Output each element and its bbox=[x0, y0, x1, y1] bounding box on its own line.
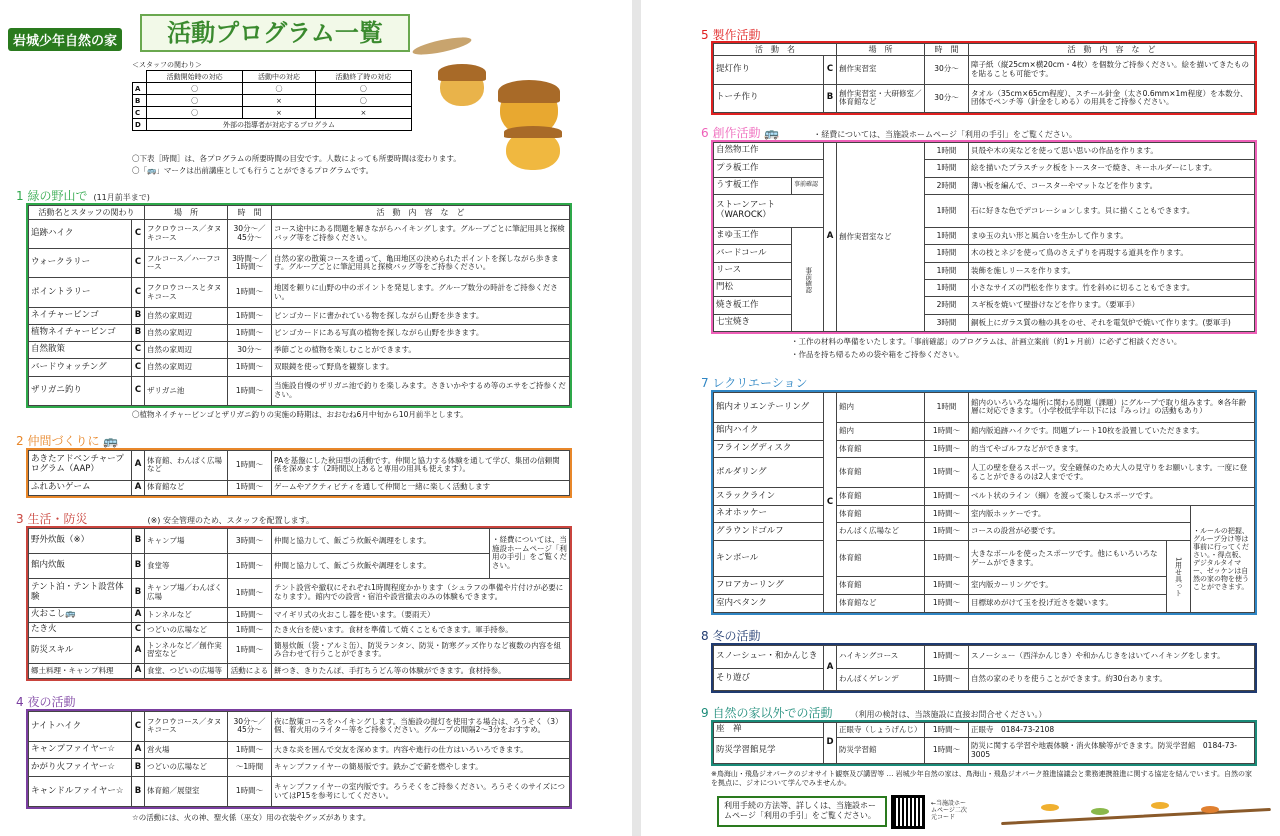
leaf-icon bbox=[1091, 808, 1109, 815]
footer-box: 利用手続の方法等、詳しくは、当施設ホームページ「利用の手引」をご覧ください。 bbox=[717, 796, 887, 827]
table-row: 座 禅 D 正眼寺（しょうげんじ） 1時間～ 正眼寺 0184-73-2108 bbox=[714, 723, 1255, 738]
leaf-decoration bbox=[411, 34, 472, 58]
table-row: スラックライン 体育館 1時間～ ベルト状のライン（綱）を渡って楽しむスポーツです。 bbox=[714, 488, 1255, 506]
note: ・作品を持ち帰るための袋や箱をご持参ください。 bbox=[791, 350, 964, 359]
leaf-icon bbox=[1041, 804, 1059, 811]
table-row: リース 1時間 装飾を施しリースを作ります。 bbox=[714, 262, 1255, 279]
table-row: 焼き板工作 2時間 スギ板を焼いて壁掛けなどを作ります。（要軍手） bbox=[714, 297, 1255, 314]
table-row: ナイトハイク C フクロウコース／タヌキコース 30分～／45分～ 夜に散策コースをハイキングします。当施設の提灯を使用する場合は、ろうそく（3）個、着火用のライター等をご持参ください。グループの間隔2～3分をおすすめ。 bbox=[29, 712, 570, 742]
table-row: 防災スキル A トンネルなど／創作実習室など 1時間～ 簡易炊飯（袋・アルミ缶）、防災ランタン、防災・防寒グッズ作りなど複数の内容を組み合わせて行うことができます。 bbox=[29, 638, 570, 664]
page-right bbox=[641, 0, 1280, 836]
table-row: そり遊び わんぱくゲレンデ 1時間～ 自然の家のそりを使うことができます。約30台あります。 bbox=[714, 668, 1255, 691]
section-title: 2 仲間づくりに 🚌 bbox=[16, 434, 119, 448]
roles-table: 活動開始時の対応 活動中の対応 活動終了時の対応 A 〇 〇 〇 B 〇 × 〇 C 〇 × × D 外部の指導者が対応するプログラム bbox=[132, 70, 412, 131]
table-row: 七宝焼き 3時間 銅板上にガラス質の釉の具をのせ、それを電気炉で焼いて作ります。(要軍手) bbox=[714, 314, 1255, 331]
table-row: ストーンアート（WAROCK） 1時間 石に好きな色でデコレーションします。貝に描くこともできます。 bbox=[714, 194, 1255, 227]
table-row: ネオホッケー 体育館 1時間～ 室内版ホッケーです。 ・ルールの把握、グループ分け等は事前に行ってください。・得点板、デジタルタイマー、ゼッケンは自然の家の物を使うことができます。 bbox=[714, 505, 1255, 523]
table-row: ふれあいゲーム A 体育館など 1時間～ ゲームやアクティビティを通して仲間と一緒に楽しく活動します bbox=[29, 480, 570, 495]
table-row: 防災学習館見学 防災学習館 1時間～ 防災に関する学習や地震体験・消火体験等ができます。防災学習館 0184-73-3005 bbox=[714, 738, 1255, 764]
leaf-icon bbox=[1201, 806, 1219, 813]
table-row: 提灯作り C 創作実習室 30分～ 障子紙（縦25cm×横20cm・4枚）を個数分ご持参ください。絵を描いてきたものを貼ることも可能です。 bbox=[714, 56, 1255, 85]
qr-label: ←当施設ホームページ二次元コード bbox=[931, 800, 967, 822]
table-row: ネイチャービンゴ B 自然の家周辺 1時間～ ビンゴカードに書かれている物を探しながら山野を歩きます。 bbox=[29, 307, 570, 324]
table-row: キャンドルファイヤー☆ B 体育館／展望室 1時間～ キャンプファイヤーの室内版です。ろうそくをご持参ください。ろうそくのサイズについてはP15を参考にしてください。 bbox=[29, 777, 570, 807]
header bbox=[0, 0, 632, 62]
table-row: スノーシュー・和かんじき A ハイキングコース 1時間～ スノーシュー（西洋かんじき）や和かんじきをはいてハイキングをします。 bbox=[714, 646, 1255, 669]
table-row: ザリガニ釣り C ザリガニ池 1時間～ 当施設自慢のザリガニ池で釣りを楽しみます。さきいかやするめ等のエサをご持参ください。 bbox=[29, 376, 570, 405]
table-row: トーチ作り B 創作実習室・大研修室／体育館など 30分～ タオル（35cm×65cm程度）、スチール針金（太さ0.6mm×1m程度）を本数分、団体でペンチ等（針金をしめる）の用具をご持参ください。 bbox=[714, 84, 1255, 113]
section-title: 7 レクリエーション bbox=[701, 376, 808, 390]
section-title: 6 創作活動 🚌 ・経費については、当施設ホームページ「利用の手引」をご覧ください。 bbox=[701, 126, 1077, 140]
logo: 岩城少年自然の家 bbox=[8, 28, 122, 51]
table-row: たき火 C つどいの広場など 1時間～ たき火台を使います。食材を準備して焼くこともできます。軍手持参。 bbox=[29, 622, 570, 637]
table-row: キンボール 体育館 1時間～ 大きなボールを使ったスポーツです。他にもいろいろなゲームができます。 1用せ具っト bbox=[714, 541, 1255, 577]
acorn-icon bbox=[440, 68, 484, 106]
section-title: 4 夜の活動 bbox=[16, 695, 76, 709]
qr-code-icon bbox=[891, 795, 925, 829]
table-row: フライングディスク 体育館 1時間～ 的当てやゴルフなどができます。 bbox=[714, 440, 1255, 458]
table-row: ウォークラリー C フルコース／ハーフコース 3時間～／1時間～ 自然の家の散策コースを通って、亀田地区の決められたポイントを探しながら歩きます。グループごとに筆記用具と探検バッグ等をご持参ください。 bbox=[29, 249, 570, 278]
table-row: 自然散策 C 自然の家周辺 30分～ 季節ごとの植物を楽しむことができます。 bbox=[29, 342, 570, 359]
note: 〇「🚌」マークは出前講座としても行うことができるプログラムです。 bbox=[132, 166, 374, 175]
acorn-icon bbox=[506, 130, 560, 170]
section-4-table bbox=[26, 709, 572, 809]
section-7-table bbox=[711, 390, 1257, 615]
note: ☆の活動には、火の神、聖火係（巫女）用の衣装やグッズがあります。 bbox=[132, 813, 371, 822]
note: 〇下表［時間］は、各プログラムの所要時間の目安です。人数によっても所要時間は変わります。 bbox=[132, 154, 461, 163]
leaf-icon bbox=[1151, 802, 1169, 809]
note: ・工作の材料の準備をいたします。「事前確認」のプログラムは、計画立案前（約1ヶ月前）に必ずご相談ください。 bbox=[791, 337, 1182, 346]
table-row: キャンプファイヤー☆ A 営火場 1時間～ 大きな炎を囲んで交友を深めます。内容や進行の仕方はいろいろできます。 bbox=[29, 741, 570, 759]
section-8-table bbox=[711, 643, 1257, 693]
table-row: 館内ハイク 館内 1時間～ 館内版追跡ハイクです。問題プレート10枚を設置していただきます。 bbox=[714, 422, 1255, 440]
section-title: 5 製作活動 bbox=[701, 28, 761, 42]
table-row: 火おこし🚌 A トンネルなど 1時間～ マイギリ式の火おこし器を使います。（要雨天） bbox=[29, 607, 570, 622]
table-row: プラ板工作 1時間 絵を描いたプラスチック板をトースターで焼き、キーホルダーにします。 bbox=[714, 160, 1255, 177]
geo-note: ※鳥海山・飛島ジオパークのジオサイト観察及び講習等 … 岩城少年自然の家は、鳥海山・飛島ジオパーク推進協議会と業務連携推進に関する協定を結んでいます。自然の家を拠点に、ジオについて学んでみませんか。 bbox=[711, 770, 1252, 788]
section-title: 9 自然の家以外での活動 （利用の検討は、当該施設に直接お問合せください。） bbox=[701, 706, 1047, 720]
table-row: 門松 1時間 小さなサイズの門松を作ります。竹を斜めに切ることもできます。 bbox=[714, 280, 1255, 297]
table-row: 追跡ハイク C フクロウコース／タヌキコース 30分～／45分～ コース途中にある問題を解きながらハイキングします。グループごとに筆記用具と探検バッグ等をご持参ください。 bbox=[29, 220, 570, 249]
section-title: 8 冬の活動 bbox=[701, 629, 761, 643]
section-6-table bbox=[711, 140, 1257, 334]
table-row: ボルダリング 体育館 1時間～ 人工の壁を登るスポーツ。安全確保のため大人の見守りをお願いします。一度に登ることができるのは2人までです。 bbox=[714, 458, 1255, 488]
table-row: まゆ玉工作 事前確認 1時間 まゆ玉の丸い形と風合いを生かして作ります。 bbox=[714, 228, 1255, 245]
section-3-table bbox=[26, 526, 572, 681]
table-row: 野外炊飯（※） B キャンプ場 3時間～ 仲間と協力して、飯ごう炊飯や調理をします。 ・経費については、当施設ホームページ「利用の手引」をご覧ください。 bbox=[29, 529, 570, 554]
table-row: テント泊・テント設営体験 B キャンプ場／わんぱく広場 1時間～ テント設営や撤収にそれぞれ1時間程度かかります（シュラフの準備や片付けが必要になります）。館内での設営・宿泊や設営撤去のみの体験もできます。 bbox=[29, 578, 570, 607]
table-row: 館内炊飯 B 食堂等 1時間～ 仲間と協力して、飯ごう炊飯や調理をします。 bbox=[29, 553, 570, 578]
table-row: 植物ネイチャービンゴ B 自然の家周辺 1時間～ ビンゴカードにある写真の植物を探しながら山野を歩きます。 bbox=[29, 324, 570, 341]
roles-caption: ＜スタッフの関わり＞ bbox=[132, 61, 202, 69]
note: 〇植物ネイチャービンゴとザリガニ釣りの実施の時期は、おおむね6月中旬から10月前半とします。 bbox=[132, 410, 468, 419]
table-row: 館内オリエンテーリング C 館内 1時間 館内のいろいろな場所に関わる問題（課題）にグループで取り組みます。※各年齢層に対応できます。（小学校低学年以下には『みっけ』の活動もあり） bbox=[714, 393, 1255, 423]
section-title: 3 生活・防災 (※) 安全管理のため、スタッフを配置します。 bbox=[16, 512, 314, 526]
table-row: バードウォッチング C 自然の家周辺 1時間～ 双眼鏡を使って野鳥を観察します。 bbox=[29, 359, 570, 376]
table-row: 室内ペタンク 体育館など 1時間～ 目標球めがけて玉を投げ近さを競います。 bbox=[714, 594, 1255, 612]
table-row: バードコール 1時間 木の枝とネジを使って鳥のさえずりを再現する道具を作ります。 bbox=[714, 245, 1255, 262]
table-row: グラウンドゴルフ わんぱく広場など 1時間～ コースの設営が必要です。 bbox=[714, 523, 1255, 541]
section-1-table: 活動名とスタッフの関わり 場 所 時 間 活 動 内 容 な ど 追跡ハイク C フクロウコース／タヌキコース 30分～／45分～ コース途中にある問題を解きながらハイキングします。グループごとに筆記用具と探検バッグ等をご持参ください。 ウォークラリー C フルコース／ハーフコース 3時間～／1時間～ 自然の家の散策コースを通って、亀田地区の決められたポイントを探しながら歩きます。グループごとに筆記用具と探検バッグ等をご持参ください。 ポイントラリー C フクロウコースとタヌキコース 1時間～ 地図を頼りに山野の中のポイントを発見します。グループ数分の時計をご持参ください。 ネイチャービンゴ B 自然の家周辺 1時間～ ビンゴカードに書かれている物を探しながら山野を歩きます。 植物ネイチャービンゴ B 自然の家周辺 1時間～ ビンゴカードにある写真の植物を探しながら山野を歩きます。 自然散策 C 自然の家周辺 30分～ 季節ごとの植物を楽しむことができます。 バードウォッチング C 自然の家周辺 1時間～ 双眼鏡を使って野鳥を観察します。 ザリガニ釣り C ザリガニ池 1時間～ 当施設自慢のザリガニ池で釣りを楽しみます。さきいかやするめ等のエサをご持参ください。 bbox=[26, 203, 572, 408]
branch-decoration bbox=[1001, 808, 1271, 825]
table-row: うす板工作 事前確認 2時間 薄い板を編んで、コースターやマットなどを作ります。 bbox=[714, 177, 1255, 194]
section-2-table bbox=[26, 448, 572, 498]
table-row: ポイントラリー C フクロウコースとタヌキコース 1時間～ 地図を頼りに山野の中のポイントを発見します。グループ数分の時計をご持参ください。 bbox=[29, 278, 570, 307]
table-row: あきたアドベンチャープログラム（AAP） A 体育館、わんぱく広場など 1時間～ PAを基盤にした秋田型の活動です。仲間と協力する体験を通して学び、集団の信頼関係を深めます（2時間以上あると専用の用具も使えます）。 bbox=[29, 451, 570, 481]
section-title: 1 緑の野山で (11月前半まで) bbox=[16, 189, 150, 203]
table-row: 郷土料理・キャンプ料理 A 食堂、つどいの広場等 活動による 餅つき、きりたんぽ、手打ちうどん等の体験ができます。食材持参。 bbox=[29, 663, 570, 678]
page-title: 活動プログラム一覧 bbox=[140, 14, 410, 52]
page-left bbox=[0, 0, 632, 836]
table-row: フロアカーリング 体育館 1時間～ 室内版カーリングです。 bbox=[714, 577, 1255, 595]
section-9-table bbox=[711, 720, 1257, 766]
section-5-table: 活 動 名 場 所 時 間 活 動 内 容 な ど 提灯作り C 創作実習室 30分～ 障子紙（縦25cm×横20cm・4枚）を個数分ご持参ください。絵を描いてきたものを貼ることも可能です。 トーチ作り B 創作実習室・大研修室／体育館など 30分～ タオル（35cm×65cm程度）、スチール針金（太さ0.6mm×1m程度）を本数分、団体でペンチ等（針金をしめる）の用具をご持参ください。 bbox=[711, 41, 1257, 115]
table-row: 自然物工作 A 創作実習室など 1時間 貝殻や木の実などを使って思い思いの作品を作ります。 bbox=[714, 143, 1255, 160]
table-row: かがり火ファイヤー☆ B つどいの広場など ～1時間 キャンプファイヤーの簡易版です。鉄かごで薪を燃やします。 bbox=[29, 759, 570, 777]
